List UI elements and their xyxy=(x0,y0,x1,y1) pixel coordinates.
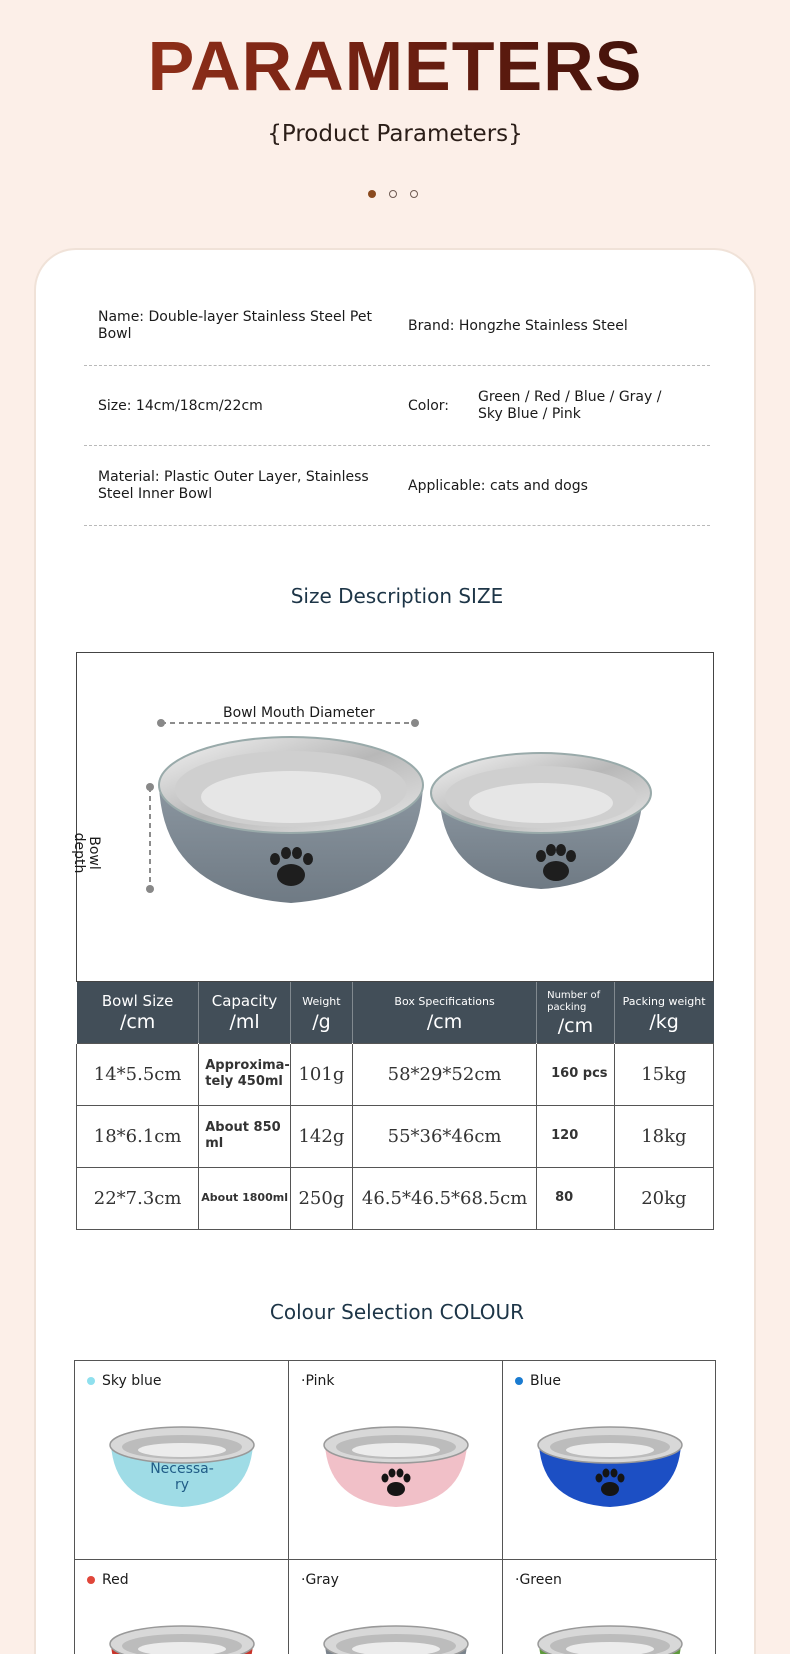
colour-option-label xyxy=(515,1572,562,1588)
header-box-spec: Box Specifications /cm xyxy=(353,982,537,1043)
cell-bowl-size: 14*5.5cm xyxy=(77,1043,199,1105)
colour-option-label xyxy=(301,1373,334,1389)
header-packing-weight: Packing weight /kg xyxy=(614,982,713,1043)
mouth-diameter-label: Bowl Mouth Diameter xyxy=(223,705,375,721)
cell-capacity: About 1800ml xyxy=(199,1167,291,1229)
param-name: Name: Double-layer Stainless Steel Pet Bowl xyxy=(98,309,372,342)
param-material: Material: Plastic Outer Layer, Stainless Steel Inner Bowl xyxy=(98,469,369,502)
pagination-dots xyxy=(368,190,418,198)
colour-option[interactable] xyxy=(503,1560,717,1654)
bowl-icon xyxy=(319,1423,473,1513)
cell-box-spec: 58*29*52cm xyxy=(353,1043,537,1105)
param-color-label: Color: xyxy=(408,397,450,414)
cell-weight: 101g xyxy=(290,1043,352,1105)
header-weight: Weight /g xyxy=(290,982,352,1043)
parameter-list xyxy=(84,286,710,526)
colour-name: Sky blue xyxy=(102,1373,162,1389)
size-table-header xyxy=(77,982,714,1043)
colour-name: ·Green xyxy=(515,1572,562,1588)
table-row xyxy=(77,1105,714,1167)
colour-option[interactable] xyxy=(75,1361,289,1560)
bowl-icon xyxy=(105,1622,259,1654)
size-section-title: Size Description SIZE xyxy=(290,584,504,608)
cell-packing-number: 120 xyxy=(537,1105,615,1167)
param-row xyxy=(84,446,710,526)
header-packing-number: Number of packing /cm xyxy=(537,982,615,1043)
colour-option-label xyxy=(87,1373,162,1389)
cell-packing-weight: 18kg xyxy=(614,1105,713,1167)
pagination-dot-active[interactable] xyxy=(368,190,376,198)
param-size: Size: 14cm/18cm/22cm xyxy=(98,397,263,414)
cell-capacity: Approxima-tely 450ml xyxy=(199,1043,291,1105)
colour-section-title: Colour Selection COLOUR xyxy=(269,1300,525,1324)
colour-grid xyxy=(74,1360,716,1654)
colour-name: Blue xyxy=(530,1373,561,1389)
colour-name: ·Pink xyxy=(301,1373,335,1389)
size-table xyxy=(76,982,714,1230)
colour-option[interactable] xyxy=(503,1361,717,1560)
cell-bowl-size: 22*7.3cm xyxy=(77,1167,199,1229)
param-brand: Brand: Hongzhe Stainless Steel xyxy=(408,317,628,334)
colour-option-label xyxy=(515,1373,561,1389)
cell-capacity: About 850 ml xyxy=(199,1105,291,1167)
page-subtitle: {Product Parameters} xyxy=(267,121,523,147)
cell-packing-weight: 20kg xyxy=(614,1167,713,1229)
param-color-value: Green / Red / Blue / Gray / Sky Blue / Pink xyxy=(478,389,662,422)
cell-packing-number: 160 pcs xyxy=(537,1043,615,1105)
header-capacity: Capacity /ml xyxy=(199,982,291,1043)
bowl-icon xyxy=(533,1423,687,1513)
cell-bowl-size: 18*6.1cm xyxy=(77,1105,199,1167)
page-title: PARAMETERS xyxy=(0,26,790,106)
param-row xyxy=(84,286,710,366)
cell-weight: 142g xyxy=(290,1105,352,1167)
depth-label: Bowl depth xyxy=(71,832,102,874)
cell-packing-weight: 15kg xyxy=(614,1043,713,1105)
header-bowl-size: Bowl Size /cm xyxy=(77,982,199,1043)
table-row xyxy=(77,1043,714,1105)
colour-option-label xyxy=(87,1572,129,1588)
size-diagram xyxy=(71,652,714,982)
cell-box-spec: 55*36*46cm xyxy=(353,1105,537,1167)
param-applicable: Applicable: cats and dogs xyxy=(408,477,588,494)
bowl-diagram-illustration xyxy=(77,653,713,963)
colour-name: Red xyxy=(102,1572,129,1588)
colour-option[interactable] xyxy=(289,1361,503,1560)
colour-dot-icon xyxy=(87,1377,95,1385)
param-row xyxy=(84,366,710,446)
colour-option[interactable] xyxy=(75,1560,289,1654)
cell-weight: 250g xyxy=(290,1167,352,1229)
bowl-icon xyxy=(319,1622,473,1654)
colour-option[interactable] xyxy=(289,1560,503,1654)
cell-box-spec: 46.5*46.5*68.5cm xyxy=(353,1167,537,1229)
colour-dot-icon xyxy=(87,1576,95,1584)
content-card xyxy=(34,248,756,1654)
table-row xyxy=(77,1167,714,1229)
cell-packing-number: 80 xyxy=(537,1167,615,1229)
bowl-icon xyxy=(533,1622,687,1654)
pagination-dot[interactable] xyxy=(410,190,418,198)
pagination-dot[interactable] xyxy=(389,190,397,198)
necessary-text: Necessa-ry xyxy=(150,1461,214,1493)
colour-name: ·Gray xyxy=(301,1572,339,1588)
colour-option-label xyxy=(301,1572,339,1588)
colour-dot-icon xyxy=(515,1377,523,1385)
